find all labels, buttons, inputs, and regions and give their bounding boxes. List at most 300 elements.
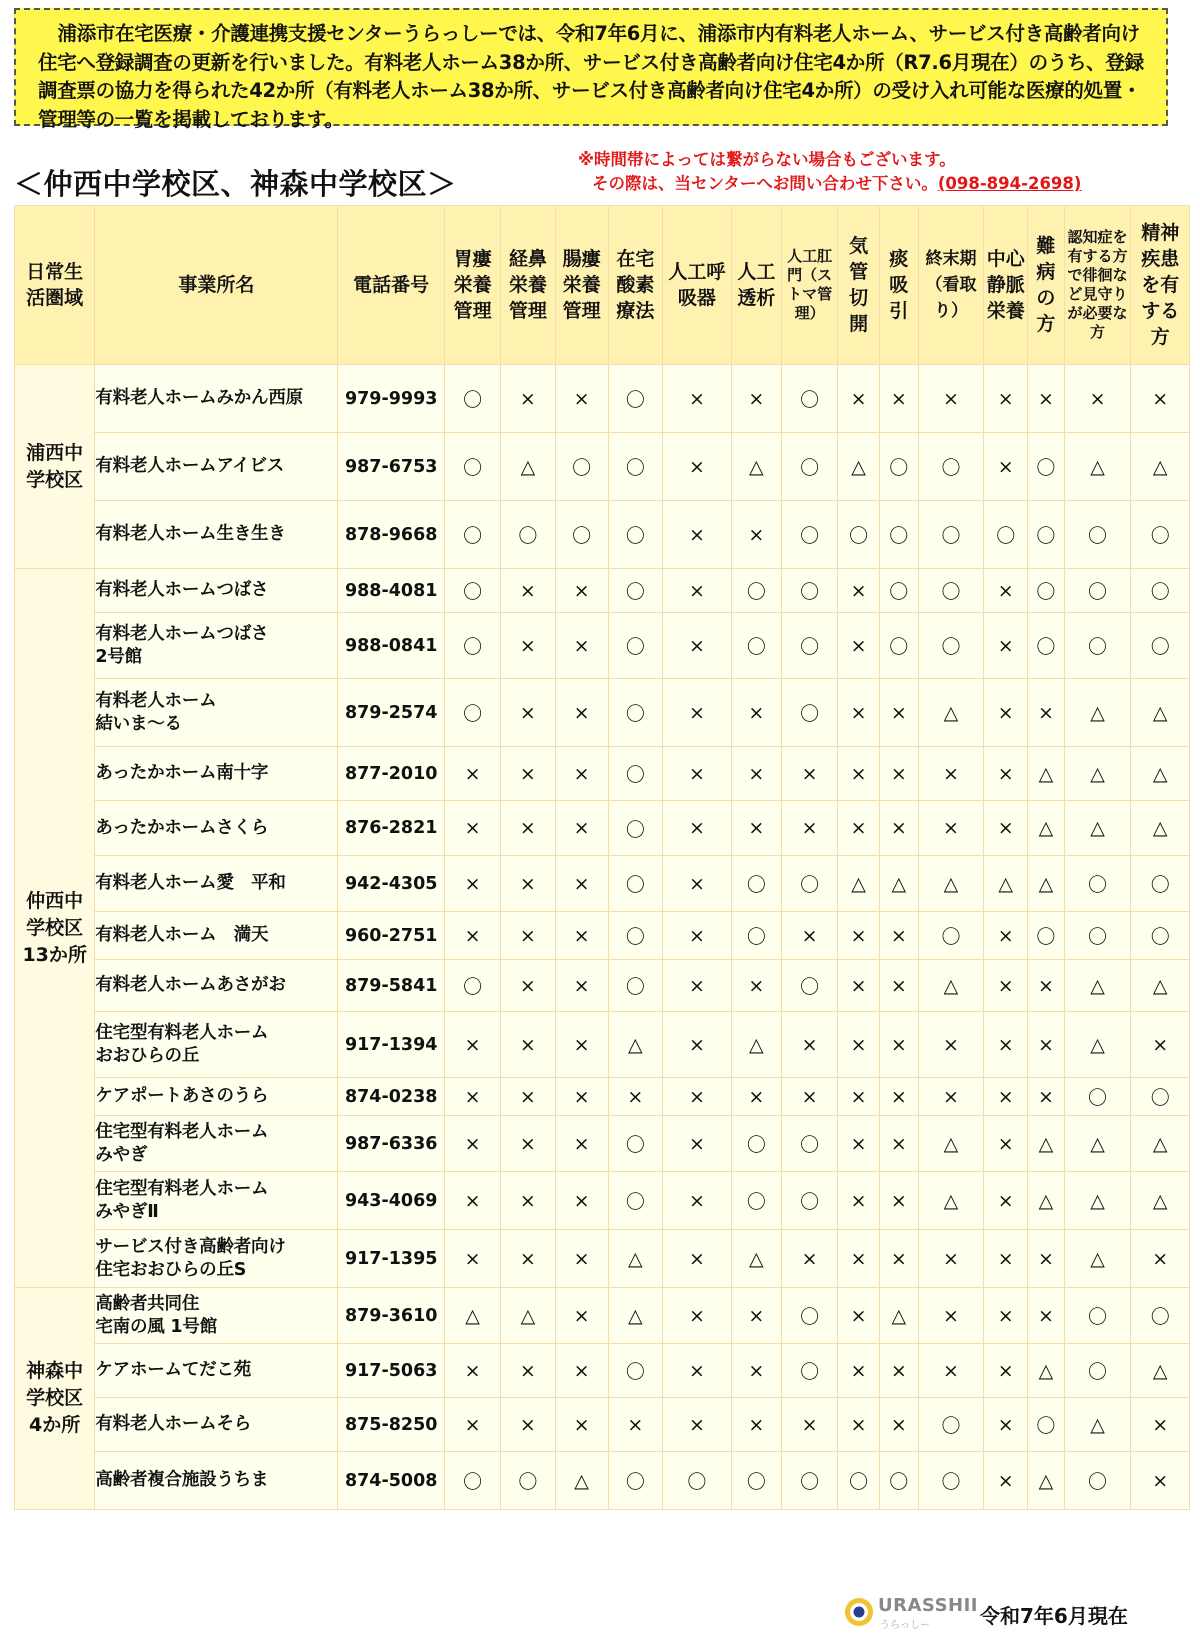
facility-name: 高齢者複合施設うちま [95,1452,338,1510]
availability-mark: 〇 [444,433,500,501]
availability-mark: △ [731,1012,781,1078]
availability-mark: × [781,912,837,960]
facility-phone: 879-2574 [338,679,444,747]
availability-mark: × [662,1288,731,1344]
availability-mark: × [984,1452,1028,1510]
header-area: 日常生活圏域 [15,206,95,365]
logo-subtext: うらっしー [880,1620,930,1631]
availability-mark: × [918,1344,984,1398]
availability-mark: △ [1064,433,1131,501]
availability-mark: 〇 [781,1116,837,1172]
facility-phone: 879-3610 [338,1288,444,1344]
availability-mark: 〇 [918,912,984,960]
availability-mark: × [838,1012,880,1078]
availability-mark: × [838,1344,880,1398]
facility-name: サービス付き高齢者向け 住宅おおひらの丘S [95,1230,338,1288]
availability-mark: △ [1028,747,1065,801]
availability-mark: × [838,613,880,679]
availability-mark: × [444,1398,500,1452]
availability-mark: × [662,1116,731,1172]
availability-mark: × [984,1288,1028,1344]
availability-mark: △ [501,433,555,501]
center-phone-link[interactable]: (098-894-2698) [937,174,1082,193]
availability-mark: △ [1064,679,1131,747]
availability-mark: 〇 [501,501,555,569]
availability-mark: 〇 [1028,433,1065,501]
facility-name: 有料老人ホームつばさ [95,569,338,613]
availability-mark: × [918,801,984,856]
availability-mark: × [1028,1012,1065,1078]
header-intractable: 難病の方 [1028,206,1065,365]
availability-mark: × [501,1012,555,1078]
availability-mark: × [918,1012,984,1078]
facility-phone: 988-0841 [338,613,444,679]
availability-mark: △ [984,856,1028,912]
availability-mark: × [1028,1078,1065,1116]
availability-mark: 〇 [731,912,781,960]
availability-mark: 〇 [879,433,918,501]
availability-mark: × [444,1012,500,1078]
availability-mark: × [444,801,500,856]
availability-mark: × [662,679,731,747]
availability-mark: × [555,801,608,856]
availability-mark: × [662,801,731,856]
availability-mark: △ [501,1288,555,1344]
availability-mark: × [501,1172,555,1230]
availability-mark: × [731,1078,781,1116]
availability-mark: 〇 [879,501,918,569]
availability-mark: 〇 [781,501,837,569]
availability-mark: 〇 [1131,912,1190,960]
availability-mark: × [555,856,608,912]
header-ventilator: 人工呼吸器 [662,206,731,365]
availability-mark: × [662,1172,731,1230]
table-row [15,1172,1190,1230]
availability-mark: 〇 [879,569,918,613]
availability-mark: × [555,960,608,1012]
facility-phone: 917-1395 [338,1230,444,1288]
table-row [15,856,1190,912]
availability-mark: × [984,1230,1028,1288]
availability-mark: × [879,1078,918,1116]
availability-mark: × [781,1078,837,1116]
availability-mark: × [501,1116,555,1172]
availability-mark: 〇 [608,679,662,747]
availability-mark: × [984,569,1028,613]
availability-mark: △ [1131,1172,1190,1230]
availability-mark: × [838,569,880,613]
table-row [15,569,1190,613]
facility-name: 有料老人ホームみかん西原 [95,365,338,433]
availability-mark: × [444,1344,500,1398]
availability-mark: 〇 [608,960,662,1012]
urasshii-logo [844,1593,978,1633]
table-row [15,912,1190,960]
availability-mark: △ [1131,747,1190,801]
availability-mark: 〇 [608,433,662,501]
availability-mark: × [731,1344,781,1398]
facility-phone: 875-8250 [338,1398,444,1452]
availability-mark: 〇 [1028,569,1065,613]
table-row [15,679,1190,747]
availability-mark: × [501,856,555,912]
availability-mark: 〇 [781,1288,837,1344]
header-row [15,206,1190,365]
availability-mark: × [662,1230,731,1288]
availability-mark: × [731,365,781,433]
availability-mark: △ [1131,679,1190,747]
availability-mark: × [555,1288,608,1344]
facility-phone: 876-2821 [338,801,444,856]
availability-mark: × [501,912,555,960]
availability-mark: 〇 [444,960,500,1012]
availability-mark: × [662,1344,731,1398]
availability-mark: × [501,1230,555,1288]
availability-mark: 〇 [781,569,837,613]
availability-mark: △ [1064,1172,1131,1230]
availability-mark: 〇 [608,801,662,856]
availability-mark: 〇 [444,679,500,747]
availability-mark: × [662,365,731,433]
availability-mark: △ [1028,1172,1065,1230]
facility-phone: 979-9993 [338,365,444,433]
availability-mark: 〇 [781,613,837,679]
availability-mark: 〇 [1064,501,1131,569]
availability-mark: 〇 [1131,613,1190,679]
facility-name: 有料老人ホームアイビス [95,433,338,501]
availability-mark: △ [879,856,918,912]
area-label: 仲西中学校区13か所 [15,569,95,1288]
availability-mark: × [781,1012,837,1078]
availability-mark: × [555,1078,608,1116]
availability-mark: △ [1131,433,1190,501]
facility-name: 有料老人ホーム 結いま～る [95,679,338,747]
area-label: 浦西中学校区 [15,365,95,569]
availability-mark: × [662,960,731,1012]
availability-mark: △ [918,960,984,1012]
availability-mark: × [501,1398,555,1452]
availability-mark: 〇 [555,433,608,501]
availability-mark: 〇 [781,960,837,1012]
availability-mark: 〇 [731,1452,781,1510]
availability-mark: × [1028,679,1065,747]
availability-mark: × [918,365,984,433]
availability-mark: 〇 [918,613,984,679]
availability-mark: 〇 [838,1452,880,1510]
availability-mark: 〇 [731,1172,781,1230]
availability-mark: 〇 [1131,1078,1190,1116]
availability-mark: △ [1064,960,1131,1012]
availability-mark: × [1131,1012,1190,1078]
availability-mark: × [662,747,731,801]
availability-mark: △ [1028,801,1065,856]
availability-mark: × [1028,960,1065,1012]
availability-mark: × [984,365,1028,433]
availability-mark: △ [1064,801,1131,856]
header-suction: 痰吸引 [879,206,918,365]
availability-mark: × [501,1078,555,1116]
availability-mark: × [731,960,781,1012]
availability-mark: × [838,960,880,1012]
availability-mark: × [501,960,555,1012]
availability-mark: 〇 [879,613,918,679]
availability-mark: 〇 [1064,613,1131,679]
table-row [15,1078,1190,1116]
availability-mark: × [501,613,555,679]
availability-mark: × [731,801,781,856]
availability-mark: △ [1064,1398,1131,1452]
availability-mark: × [918,1288,984,1344]
availability-mark: × [879,912,918,960]
availability-mark: × [555,1230,608,1288]
availability-mark: 〇 [984,501,1028,569]
availability-mark: × [501,365,555,433]
table-row [15,1116,1190,1172]
availability-mark: 〇 [731,1116,781,1172]
table-body [15,365,1190,1510]
table-row [15,1344,1190,1398]
availability-mark: × [555,613,608,679]
availability-mark: △ [1028,856,1065,912]
availability-mark: × [555,569,608,613]
availability-mark: × [501,1344,555,1398]
availability-mark: × [608,1078,662,1116]
availability-mark: × [918,1230,984,1288]
availability-mark: × [444,1172,500,1230]
availability-mark: × [879,1116,918,1172]
availability-mark: × [1131,1452,1190,1510]
logo-icon [844,1597,874,1627]
header-name: 事業所名 [95,206,338,365]
facility-name: 有料老人ホーム愛 平和 [95,856,338,912]
area-label: 神森中学校区4か所 [15,1288,95,1510]
availability-mark: △ [918,1116,984,1172]
availability-mark: × [984,1012,1028,1078]
facility-name: 有料老人ホーム生き生き [95,501,338,569]
availability-mark: △ [879,1288,918,1344]
header-gastrostomy: 胃瘻栄養管理 [444,206,500,365]
availability-mark: × [444,1116,500,1172]
table-row [15,433,1190,501]
availability-mark: △ [731,433,781,501]
availability-mark: × [555,1398,608,1452]
availability-mark: × [662,856,731,912]
availability-mark: × [984,960,1028,1012]
availability-mark: 〇 [662,1452,731,1510]
availability-mark: △ [1064,1116,1131,1172]
availability-mark: 〇 [608,747,662,801]
availability-mark: × [662,613,731,679]
availability-mark: △ [918,856,984,912]
facility-phone: 877-2010 [338,747,444,801]
availability-mark: 〇 [731,569,781,613]
facility-name: ケアポートあさのうら [95,1078,338,1116]
header-end-of-life: 終末期（看取り） [918,206,984,365]
facility-name: あったかホーム南十字 [95,747,338,801]
availability-mark: × [1028,1230,1065,1288]
availability-mark: × [555,747,608,801]
availability-mark: 〇 [501,1452,555,1510]
availability-mark: × [555,1172,608,1230]
availability-mark: 〇 [781,1452,837,1510]
facility-phone: 917-5063 [338,1344,444,1398]
availability-mark: × [731,747,781,801]
availability-mark: × [984,1398,1028,1452]
availability-mark: × [781,1230,837,1288]
availability-mark: △ [1064,1230,1131,1288]
availability-mark: 〇 [1131,1288,1190,1344]
header-jejunostomy: 腸瘻栄養管理 [555,206,608,365]
facility-phone: 960-2751 [338,912,444,960]
availability-mark: × [984,1344,1028,1398]
availability-mark: × [662,569,731,613]
table-row [15,1012,1190,1078]
header-stoma: 人工肛門（ストマ管理） [781,206,837,365]
availability-mark: 〇 [838,501,880,569]
availability-mark: 〇 [781,433,837,501]
availability-mark: 〇 [444,569,500,613]
availability-mark: △ [918,679,984,747]
table-row [15,960,1190,1012]
facility-phone: 987-6753 [338,433,444,501]
header-phone: 電話番号 [338,206,444,365]
availability-mark: × [838,1172,880,1230]
availability-mark: × [608,1398,662,1452]
section-title: ＜仲西中学校区、神森中学校区＞ [14,167,457,201]
availability-mark: × [838,801,880,856]
availability-mark: 〇 [1131,856,1190,912]
availability-mark: 〇 [918,569,984,613]
availability-mark: 〇 [1064,1078,1131,1116]
availability-mark: × [879,1172,918,1230]
availability-mark: × [731,501,781,569]
availability-mark: 〇 [444,501,500,569]
availability-mark: × [984,801,1028,856]
availability-mark: × [879,747,918,801]
availability-mark: △ [1064,1012,1131,1078]
availability-mark: × [984,1078,1028,1116]
availability-mark: △ [444,1288,500,1344]
availability-mark: × [838,679,880,747]
availability-mark: × [781,1398,837,1452]
availability-mark: × [879,1012,918,1078]
availability-mark: △ [1131,1344,1190,1398]
facility-name: 住宅型有料老人ホーム みやぎ [95,1116,338,1172]
table-row [15,1398,1190,1452]
availability-mark: △ [1131,1116,1190,1172]
availability-mark: 〇 [608,912,662,960]
availability-mark: 〇 [1028,912,1065,960]
availability-mark: 〇 [781,365,837,433]
availability-mark: 〇 [444,1452,500,1510]
availability-mark: × [444,912,500,960]
availability-mark: △ [1131,960,1190,1012]
header-dialysis: 人工透析 [731,206,781,365]
availability-mark: × [501,569,555,613]
availability-mark: △ [1028,1344,1065,1398]
availability-mark: × [984,613,1028,679]
availability-mark: × [555,679,608,747]
availability-mark: 〇 [781,856,837,912]
facility-name: 有料老人ホーム 満天 [95,912,338,960]
availability-mark: 〇 [1131,501,1190,569]
facility-name: 有料老人ホームつばさ 2号館 [95,613,338,679]
availability-mark: × [838,1398,880,1452]
availability-mark: 〇 [731,856,781,912]
facility-name: 有料老人ホームそら [95,1398,338,1452]
table-row [15,501,1190,569]
availability-mark: × [662,912,731,960]
availability-mark: 〇 [444,365,500,433]
availability-mark: 〇 [555,501,608,569]
availability-mark: 〇 [608,1172,662,1230]
availability-mark: × [444,856,500,912]
availability-mark: × [838,1230,880,1288]
availability-mark: × [879,960,918,1012]
availability-mark: △ [838,433,880,501]
availability-mark: × [662,1012,731,1078]
facility-phone: 988-4081 [338,569,444,613]
availability-mark: × [555,912,608,960]
availability-mark: 〇 [731,613,781,679]
facility-phone: 917-1394 [338,1012,444,1078]
facility-phone: 942-4305 [338,856,444,912]
caution-line-1: ※時間帯によっては繋がらない場合もございます。 [578,150,956,169]
availability-mark: 〇 [918,1452,984,1510]
facility-name: あったかホームさくら [95,801,338,856]
as-of-date: 令和7年6月現在 [980,1604,1128,1628]
facility-name: 住宅型有料老人ホーム みやぎⅡ [95,1172,338,1230]
availability-mark: × [731,1288,781,1344]
availability-mark: 〇 [781,1172,837,1230]
availability-mark: × [918,747,984,801]
availability-mark: 〇 [1064,1344,1131,1398]
availability-mark: 〇 [918,433,984,501]
availability-mark: 〇 [1028,613,1065,679]
availability-mark: × [555,1344,608,1398]
header-dementia: 認知症を有する方で徘徊など見守りが必要な方 [1064,206,1131,365]
table-row [15,365,1190,433]
availability-mark: × [444,1230,500,1288]
availability-mark: × [555,1116,608,1172]
availability-mark: 〇 [1064,569,1131,613]
availability-mark: × [838,912,880,960]
availability-mark: × [662,1078,731,1116]
availability-mark: 〇 [608,365,662,433]
facility-phone: 943-4069 [338,1172,444,1230]
facility-table [14,205,1190,1510]
availability-mark: 〇 [608,1452,662,1510]
availability-mark: × [1131,365,1190,433]
availability-mark: × [984,1116,1028,1172]
availability-mark: × [1028,365,1065,433]
availability-mark: × [879,1344,918,1398]
availability-mark: × [879,365,918,433]
availability-mark: × [1131,1398,1190,1452]
availability-mark: × [984,747,1028,801]
availability-mark: × [444,1078,500,1116]
availability-mark: × [731,1398,781,1452]
availability-mark: △ [608,1012,662,1078]
availability-mark: × [838,1078,880,1116]
availability-mark: × [984,679,1028,747]
availability-mark: 〇 [608,501,662,569]
header-tracheostomy: 気管切開 [838,206,880,365]
availability-mark: 〇 [1028,1398,1065,1452]
availability-mark: △ [731,1230,781,1288]
availability-mark: 〇 [1064,1452,1131,1510]
availability-mark: 〇 [444,613,500,679]
